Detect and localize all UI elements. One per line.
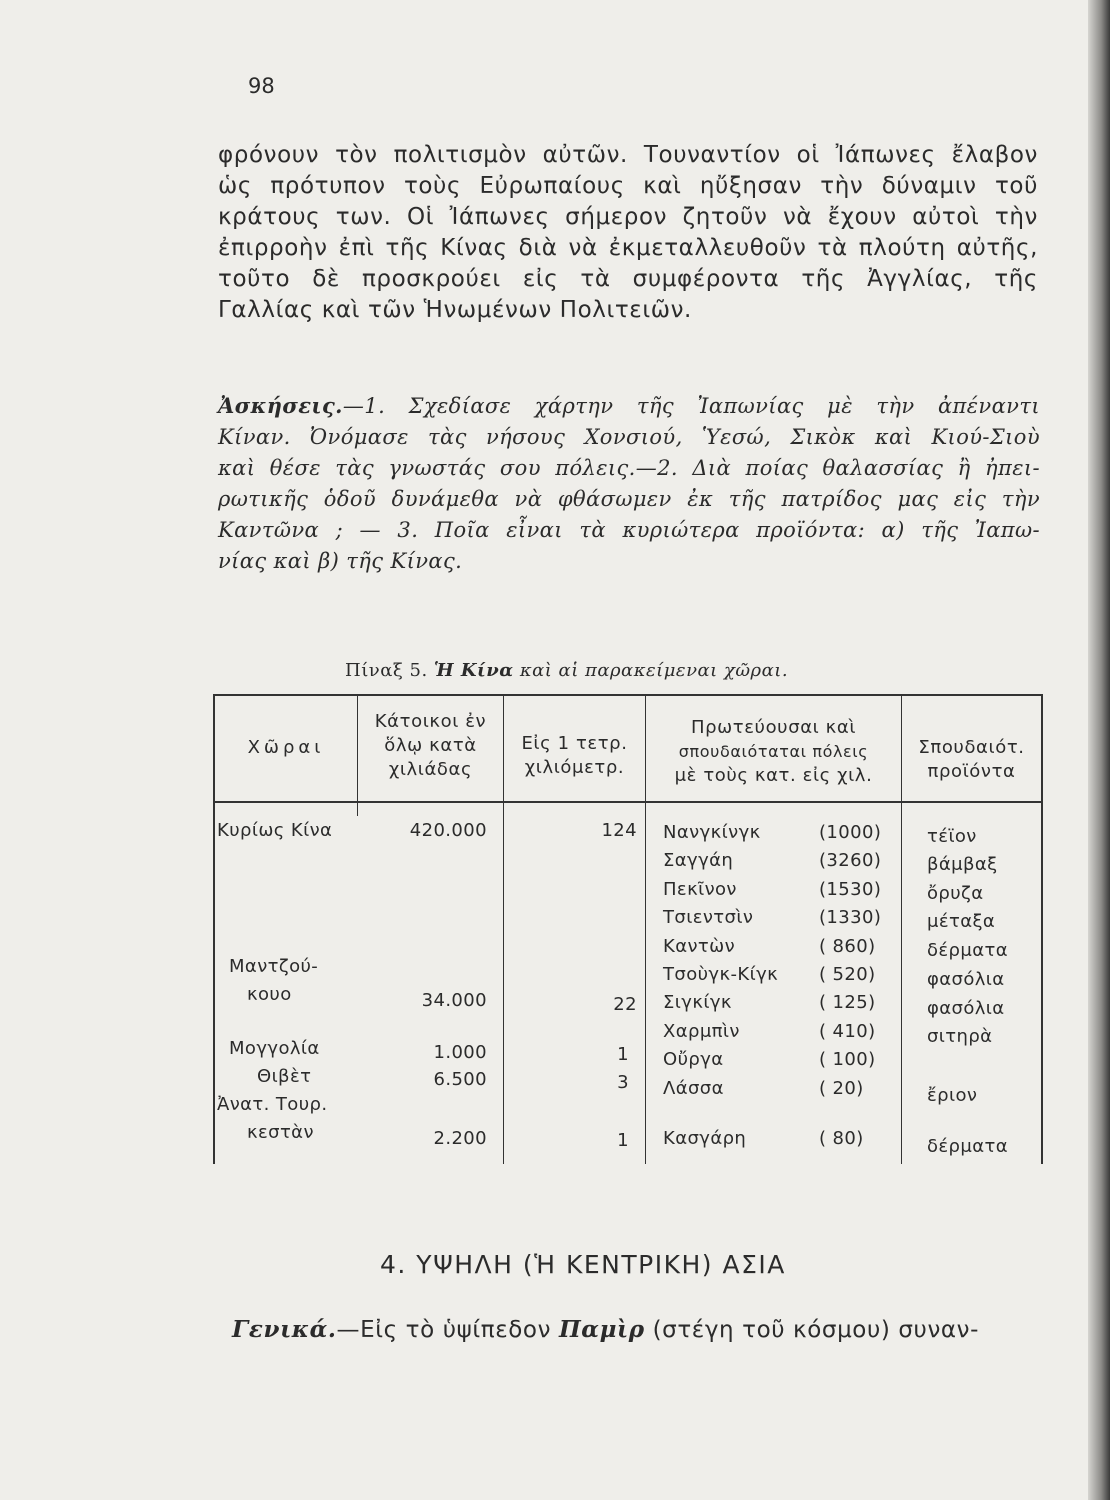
- city-name: Χαρμπὶν: [663, 1021, 740, 1042]
- city-value: (1330): [819, 907, 882, 928]
- page-number: 98: [248, 74, 275, 98]
- density-cell: 1: [617, 1044, 629, 1065]
- population-cell: 1.000: [433, 1042, 487, 1063]
- exercises-line: ρωτικῆς ὁδοῦ δυνάμεθα νὰ φθάσωμεν ἐκ τῆς πατρίδος μας εἰς τὴν: [218, 487, 1040, 511]
- population-cell: 34.000: [421, 990, 487, 1011]
- product-cell: ἔριον: [927, 1085, 978, 1106]
- paragraph-line: τοῦτο δὲ προσκρούει εἰς τὰ συμφέροντα τῆς Ἀγγλίας, τῆς: [218, 266, 1038, 292]
- city-value: (1530): [819, 879, 882, 900]
- header-density: Εἰς 1 τετρ. χιλιόμετρ.: [521, 733, 628, 778]
- pamir-term: Παμὶρ: [558, 1316, 645, 1343]
- city-name: Πεκῖνον: [663, 879, 737, 900]
- country-cell: κουο: [247, 984, 292, 1005]
- product-cell: μέταξα: [927, 911, 996, 932]
- product-cell: σιτηρὰ: [927, 1026, 993, 1047]
- product-cell: τέϊον: [927, 826, 977, 847]
- table-caption: Πίναξ 5. Ἡ Κίνα καὶ αἱ παρακείμεναι χῶραι.: [345, 660, 789, 681]
- city-value: ( 520): [819, 964, 876, 985]
- city-value: ( 125): [819, 992, 876, 1013]
- general-lead: Γενικά.: [232, 1316, 337, 1343]
- city-name: Τσιεντσὶν: [663, 907, 754, 928]
- product-cell: φασόλια: [927, 969, 1005, 990]
- city-name: Σαγγάη: [663, 850, 734, 871]
- paragraph-line: φρόνουν τὸν πολιτισμὸν αὐτῶν. Τουναντίον οἱ Ἰάπωνες ἔλαβον: [218, 142, 1038, 168]
- population-cell: 2.200: [433, 1128, 487, 1149]
- paragraph-line: Γαλλίας καὶ τῶν Ἡνωμένων Πολιτειῶν.: [218, 297, 692, 323]
- header-countries: Χῶραι: [247, 737, 325, 758]
- exercises-line: νίας καὶ β) τῆς Κίνας.: [218, 549, 463, 573]
- section-title: 4. ΥΨΗΛΗ (Ἡ ΚΕΝΤΡΙΚΗ) ΑΣΙΑ: [380, 1250, 786, 1279]
- country-cell: Μογγολία: [229, 1038, 320, 1059]
- table-left-rule: [213, 694, 215, 1164]
- paragraph-line: ἐπιρροὴν ἐπὶ τῆς Κίνας διὰ νὰ ἐκμεταλλευθοῦν τὰ πλούτη αὐτῆς,: [218, 235, 1038, 261]
- city-value: ( 20): [819, 1078, 864, 1099]
- density-cell: 22: [613, 994, 637, 1015]
- country-cell: Μαντζού-: [229, 956, 319, 977]
- density-cell: 1: [617, 1130, 629, 1151]
- product-cell: δέρματα: [927, 940, 1008, 961]
- header-cities: Πρωτεύουσαι καὶ σπουδαιόταται πόλεις μὲ τοὺς κατ. εἰς χιλ.: [674, 717, 873, 786]
- table-header-rule: [213, 801, 1041, 803]
- product-cell: δέρματα: [927, 1136, 1008, 1157]
- density-cell: 3: [617, 1072, 629, 1093]
- city-name: Λάσσα: [663, 1078, 724, 1099]
- population-cell: 420.000: [409, 820, 487, 841]
- density-cell: 124: [601, 820, 637, 841]
- city-name: Καντὼν: [663, 936, 736, 957]
- countries-table: [205, 692, 1048, 1172]
- paragraph-line: ὡς πρότυπον τοὺς Εὐρωπαίους καὶ ηὔξησαν τὴν δύναμιν τοῦ: [218, 173, 1038, 199]
- header-products: Σπουδαιότ. προϊόντα: [918, 737, 1025, 782]
- header-population: Κάτοικοι ἐν ὅλῳ κατὰ χιλιάδας: [374, 711, 487, 780]
- population-cell: 6.500: [433, 1069, 487, 1090]
- exercises-block: [218, 390, 1040, 577]
- country-cell: Κυρίως Κίνα: [217, 820, 333, 841]
- general-paragraph: Γενικά.—Εἰς τὸ ὑψίπεδον Παμὶρ (στέγη τοῦ κόσμου) συναν-: [232, 1316, 980, 1343]
- exercises-line: καὶ θέσε τὰς γνωστάς σου πόλεις.—2. Διὰ ποίας θαλασσίας ἢ ἠπει-: [218, 456, 1040, 480]
- exercises-line: Ἀσκήσεις.—1. Σχεδίασε χάρτην τῆς Ἰαπωνίας μὲ τὴν ἀπέναντι: [218, 393, 1040, 418]
- product-cell: βάμβαξ: [927, 854, 998, 875]
- city-name: Τσοὺγκ-Κίγκ: [663, 964, 779, 985]
- city-name: Κασγάρη: [663, 1128, 747, 1149]
- city-value: (3260): [819, 850, 882, 871]
- city-name: Οὔργα: [663, 1049, 724, 1070]
- city-value: ( 860): [819, 936, 876, 957]
- table-top-rule: [213, 694, 1041, 696]
- page-edge-shadow: [1088, 0, 1110, 1500]
- table-right-rule: [1041, 694, 1043, 1164]
- city-value: ( 80): [819, 1128, 864, 1149]
- exercises-line: Καντῶνα ; — 3. Ποῖα εἶναι τὰ κυριώτερα προϊόντα: α) τῆς Ἰαπω-: [218, 518, 1040, 542]
- product-cell: ὄρυζα: [927, 883, 984, 904]
- city-name: Νανγκίνγκ: [663, 822, 761, 843]
- country-cell: Θιβὲτ: [257, 1066, 312, 1087]
- city-value: (1000): [819, 822, 882, 843]
- city-name: Σιγκίγκ: [663, 992, 732, 1013]
- country-cell: Ἀνατ. Τουρ.: [217, 1094, 328, 1115]
- city-value: ( 100): [819, 1049, 876, 1070]
- exercises-heading: Ἀσκήσεις.: [218, 393, 343, 418]
- exercises-line: Κίναν. Ὀνόμασε τὰς νήσους Χονσιού, Ὑεσώ, Σικὸκ καὶ Κιού-Σιοὺ: [218, 425, 1040, 449]
- paragraph-line: κράτους των. Οἱ Ἰάπωνες σήμερον ζητοῦν νὰ ἔχουν αὐτοὶ τὴν: [218, 204, 1038, 230]
- city-value: ( 410): [819, 1021, 876, 1042]
- country-cell: κεστὰν: [247, 1122, 314, 1143]
- product-cell: φασόλια: [927, 998, 1005, 1019]
- body-paragraph: [218, 140, 1038, 326]
